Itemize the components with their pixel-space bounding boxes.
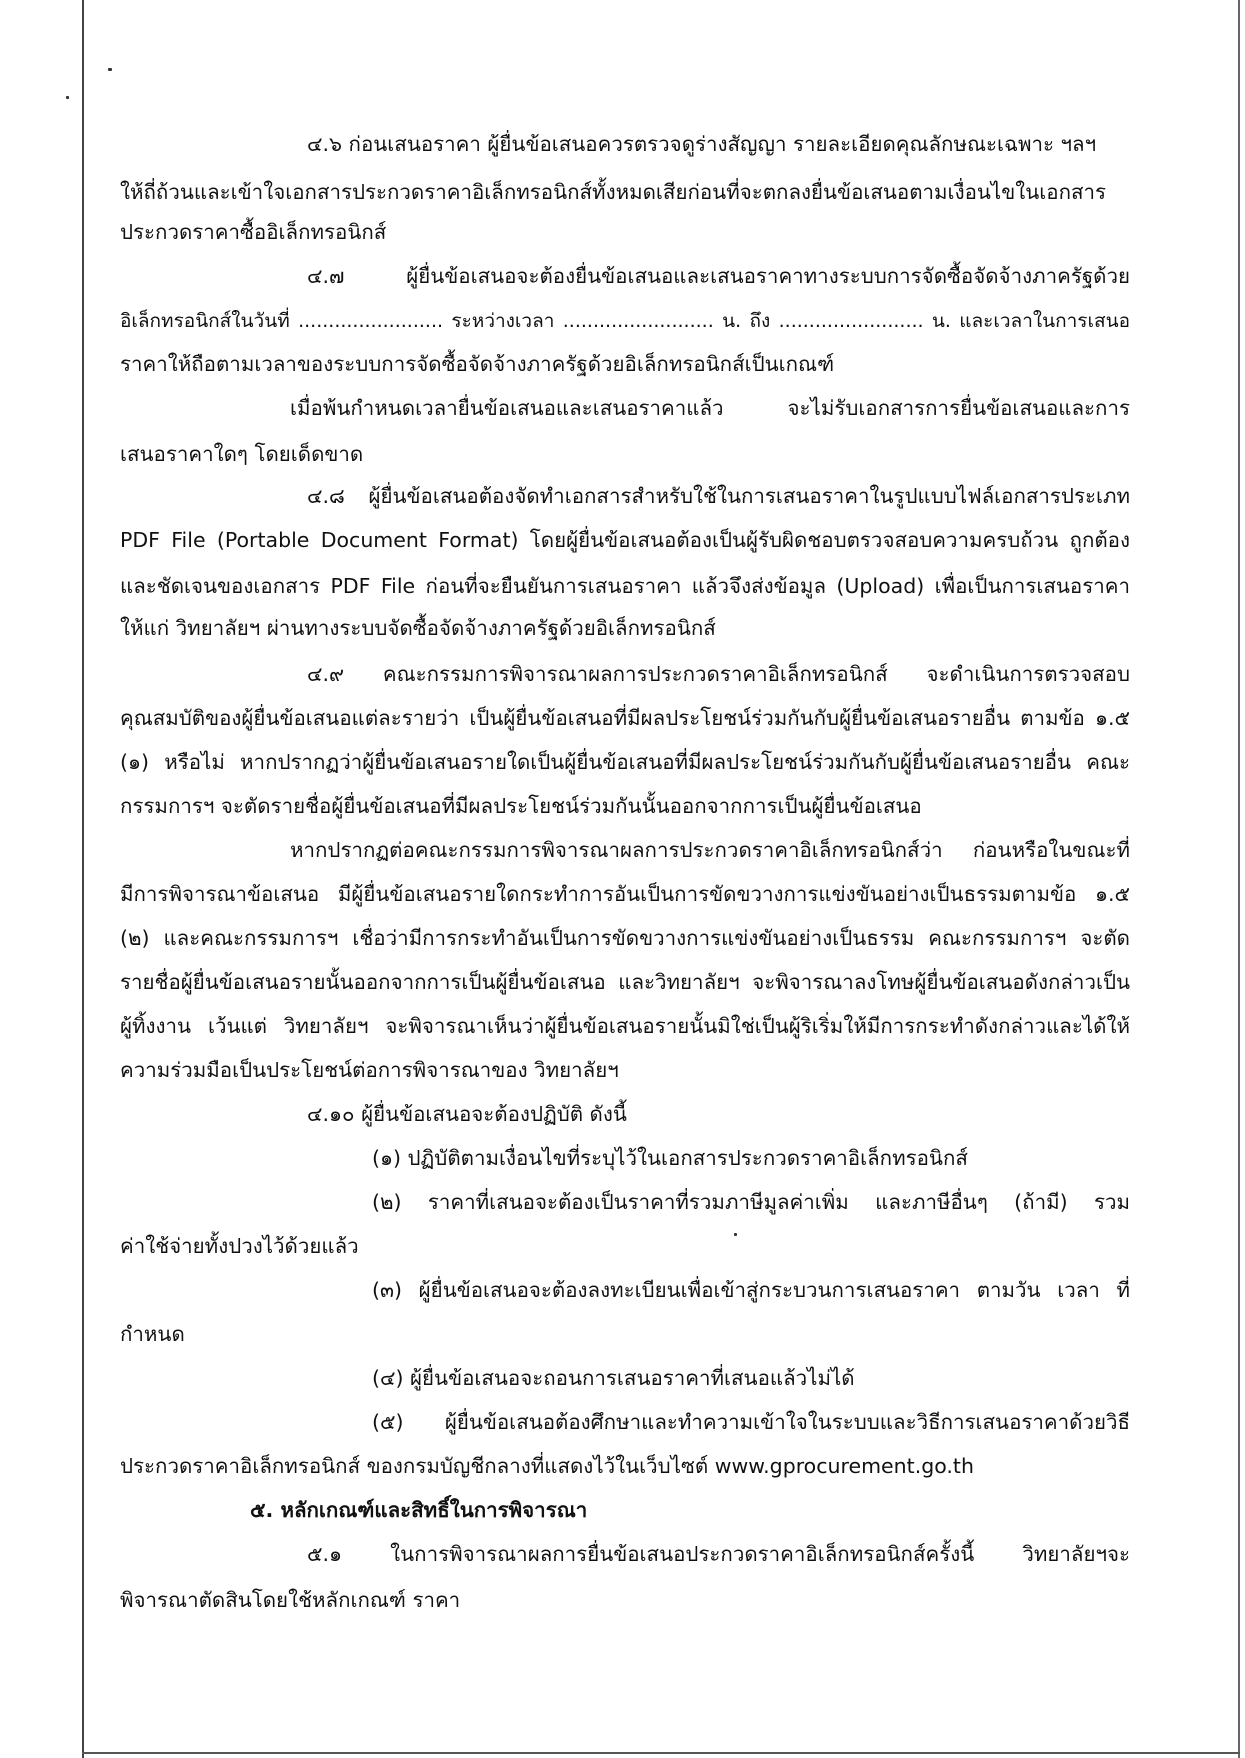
clause-4-8-line: และชัดเจนของเอกสาร PDF File ก่อนที่จะยืนยันการเสนอราคา แล้วจึงส่งข้อมูล (Upload) เพื่อเป็นการเสนอราคา xyxy=(120,574,1130,598)
clause-4-9-line: กรรมการฯ จะตัดรายชื่อผู้ยื่นข้อเสนอที่มีผลประโยชน์ร่วมกันนั้นออกจากการเป็นผู้ยื่นข้อเสนอ xyxy=(120,794,922,818)
clause-4-7-line: ๔.๗ ผู้ยื่นข้อเสนอจะต้องยื่นข้อเสนอและเสนอราคาทางระบบการจัดซื้อจัดจ้างภาครัฐด้วย xyxy=(307,264,1130,288)
clause-4-7-line: เสนอราคาใดๆ โดยเด็ดขาด xyxy=(120,442,364,466)
clause-4-8-line: ๔.๘ ผู้ยื่นข้อเสนอต้องจัดทำเอกสารสำหรับใช้ในการเสนอราคาในรูปแบบไฟล์เอกสารประเภท xyxy=(307,484,1130,508)
clause-4-10-item: (๓) ผู้ยื่นข้อเสนอจะต้องลงทะเบียนเพื่อเข้าสู่กระบวนการเสนอราคา ตามวัน เวลา ที่ xyxy=(372,1278,1130,1302)
clause-4-9-line: หากปรากฏต่อคณะกรรมการพิจารณาผลการประกวดราคาอิเล็กทรอนิกส์ว่า ก่อนหรือในขณะที่ xyxy=(290,838,1130,862)
clause-4-9-line: รายชื่อผู้ยื่นข้อเสนอรายนั้นออกจากการเป็นผู้ยื่นข้อเสนอ และวิทยาลัยฯ จะพิจารณาลงโทษผู้ยื่นข้อเสนอดังกล่าวเป็น xyxy=(120,970,1130,994)
clause-4-9-line: (๒) และคณะกรรมการฯ เชื่อว่ามีการกระทำอันเป็นการขัดขวางการแข่งขันอย่างเป็นธรรม คณะกรรมการฯ จะตัด xyxy=(120,926,1130,950)
clause-4-9-line: คุณสมบัติของผู้ยื่นข้อเสนอแต่ละรายว่า เป็นผู้ยื่นข้อเสนอที่มีผลประโยชน์ร่วมกันกับผู้ยื่นข้อเสนอรายอื่น ตามข้อ ๑.๕ xyxy=(120,706,1130,730)
section-5-heading: ๕. หลักเกณฑ์และสิทธิ์ในการพิจารณา xyxy=(250,1498,588,1522)
clause-4-10-item: ประกวดราคาอิเล็กทรอนิกส์ ของกรมบัญชีกลางที่แสดงไว้ในเว็บไซต์ www.gprocurement.go.th xyxy=(120,1454,974,1478)
clause-4-10-item: (๔) ผู้ยื่นข้อเสนอจะถอนการเสนอราคาที่เสนอแล้วไม่ได้ xyxy=(372,1366,855,1390)
clause-4-10-item: กำหนด xyxy=(120,1322,185,1346)
clause-4-7-line: อิเล็กทรอนิกส์ในวันที่ ........................ ระหว่างเวลา ......................... น. ถึง ........................ น. และเวลาในการเสนอ xyxy=(120,310,1130,332)
clause-5-1-line: ๕.๑ ในการพิจารณาผลการยื่นข้อเสนอประกวดราคาอิเล็กทรอนิกส์ครั้งนี้ วิทยาลัยฯจะ xyxy=(307,1542,1130,1566)
page-border-left xyxy=(82,0,84,1758)
page-border-right xyxy=(1238,0,1240,1758)
clause-4-9-line: ๔.๙ คณะกรรมการพิจารณาผลการประกวดราคาอิเล็กทรอนิกส์ จะดำเนินการตรวจสอบ xyxy=(307,662,1130,686)
scan-speck xyxy=(108,68,112,71)
clause-4-9-line: ผู้ทิ้งงาน เว้นแต่ วิทยาลัยฯ จะพิจารณาเห็นว่าผู้ยื่นข้อเสนอรายนั้นมิใช่เป็นผู้ริเริ่มให้มีการกระทำดังกล่าวและได้ให้ xyxy=(120,1014,1130,1038)
clause-4-9-line: (๑) หรือไม่ หากปรากฏว่าผู้ยื่นข้อเสนอรายใดเป็นผู้ยื่นข้อเสนอที่มีผลประโยชน์ร่วมกันกับผู้ยื่นข้อเสนอรายอื่น คณะ xyxy=(120,750,1130,774)
clause-4-8-line: PDF File (Portable Document Format) โดยผู้ยื่นข้อเสนอต้องเป็นผู้รับผิดชอบตรวจสอบความครบถ้วน ถูกต้อง xyxy=(120,528,1130,552)
scan-speck xyxy=(734,1233,737,1236)
clause-4-10-item: ค่าใช้จ่ายทั้งปวงไว้ด้วยแล้ว xyxy=(120,1234,359,1258)
clause-4-6-line: ให้ถี่ถ้วนและเข้าใจเอกสารประกวดราคาอิเล็กทรอนิกส์ทั้งหมดเสียก่อนที่จะตกลงยื่นข้อเสนอตามเงื่อนไขในเอกสาร xyxy=(120,180,1107,204)
clause-4-10-item: (๒) ราคาที่เสนอจะต้องเป็นราคาที่รวมภาษีมูลค่าเพิ่ม และภาษีอื่นๆ (ถ้ามี) รวม xyxy=(372,1190,1130,1214)
clause-4-8-line: ให้แก่ วิทยาลัยฯ ผ่านทางระบบจัดซื้อจัดจ้างภาครัฐด้วยอิเล็กทรอนิกส์ xyxy=(120,616,716,640)
clause-4-10-item: (๕) ผู้ยื่นข้อเสนอต้องศึกษาและทำความเข้าใจในระบบและวิธีการเสนอราคาด้วยวิธี xyxy=(372,1410,1130,1434)
clause-4-9-line: ความร่วมมือเป็นประโยชน์ต่อการพิจารณาของ วิทยาลัยฯ xyxy=(120,1058,619,1082)
clause-4-10-item: (๑) ปฏิบัติตามเงื่อนไขที่ระบุไว้ในเอกสารประกวดราคาอิเล็กทรอนิกส์ xyxy=(372,1146,968,1170)
clause-4-7-line: ราคาให้ถือตามเวลาของระบบการจัดซื้อจัดจ้างภาครัฐด้วยอิเล็กทรอนิกส์เป็นเกณฑ์ xyxy=(120,352,835,376)
clause-4-6-line: ๔.๖ ก่อนเสนอราคา ผู้ยื่นข้อเสนอควรตรวจดูร่างสัญญา รายละเอียดคุณลักษณะเฉพาะ ฯลฯ xyxy=(307,132,1097,156)
clause-5-1-line: พิจารณาตัดสินโดยใช้หลักเกณฑ์ ราคา xyxy=(120,1588,461,1612)
page-border-bottom xyxy=(82,1752,1240,1754)
clause-4-6-line: ประกวดราคาซื้ออิเล็กทรอนิกส์ xyxy=(120,220,387,244)
clause-4-7-line: เมื่อพ้นกำหนดเวลายื่นข้อเสนอและเสนอราคาแล้ว จะไม่รับเอกสารการยื่นข้อเสนอและการ xyxy=(290,396,1130,420)
scan-speck xyxy=(66,96,69,99)
clause-4-10-heading: ๔.๑๐ ผู้ยื่นข้อเสนอจะต้องปฏิบัติ ดังนี้ xyxy=(307,1102,627,1126)
clause-4-9-line: มีการพิจารณาข้อเสนอ มีผู้ยื่นข้อเสนอรายใดกระทำการอันเป็นการขัดขวางการแข่งขันอย่างเป็นธรรมตามข้อ ๑.๕ xyxy=(120,882,1130,906)
